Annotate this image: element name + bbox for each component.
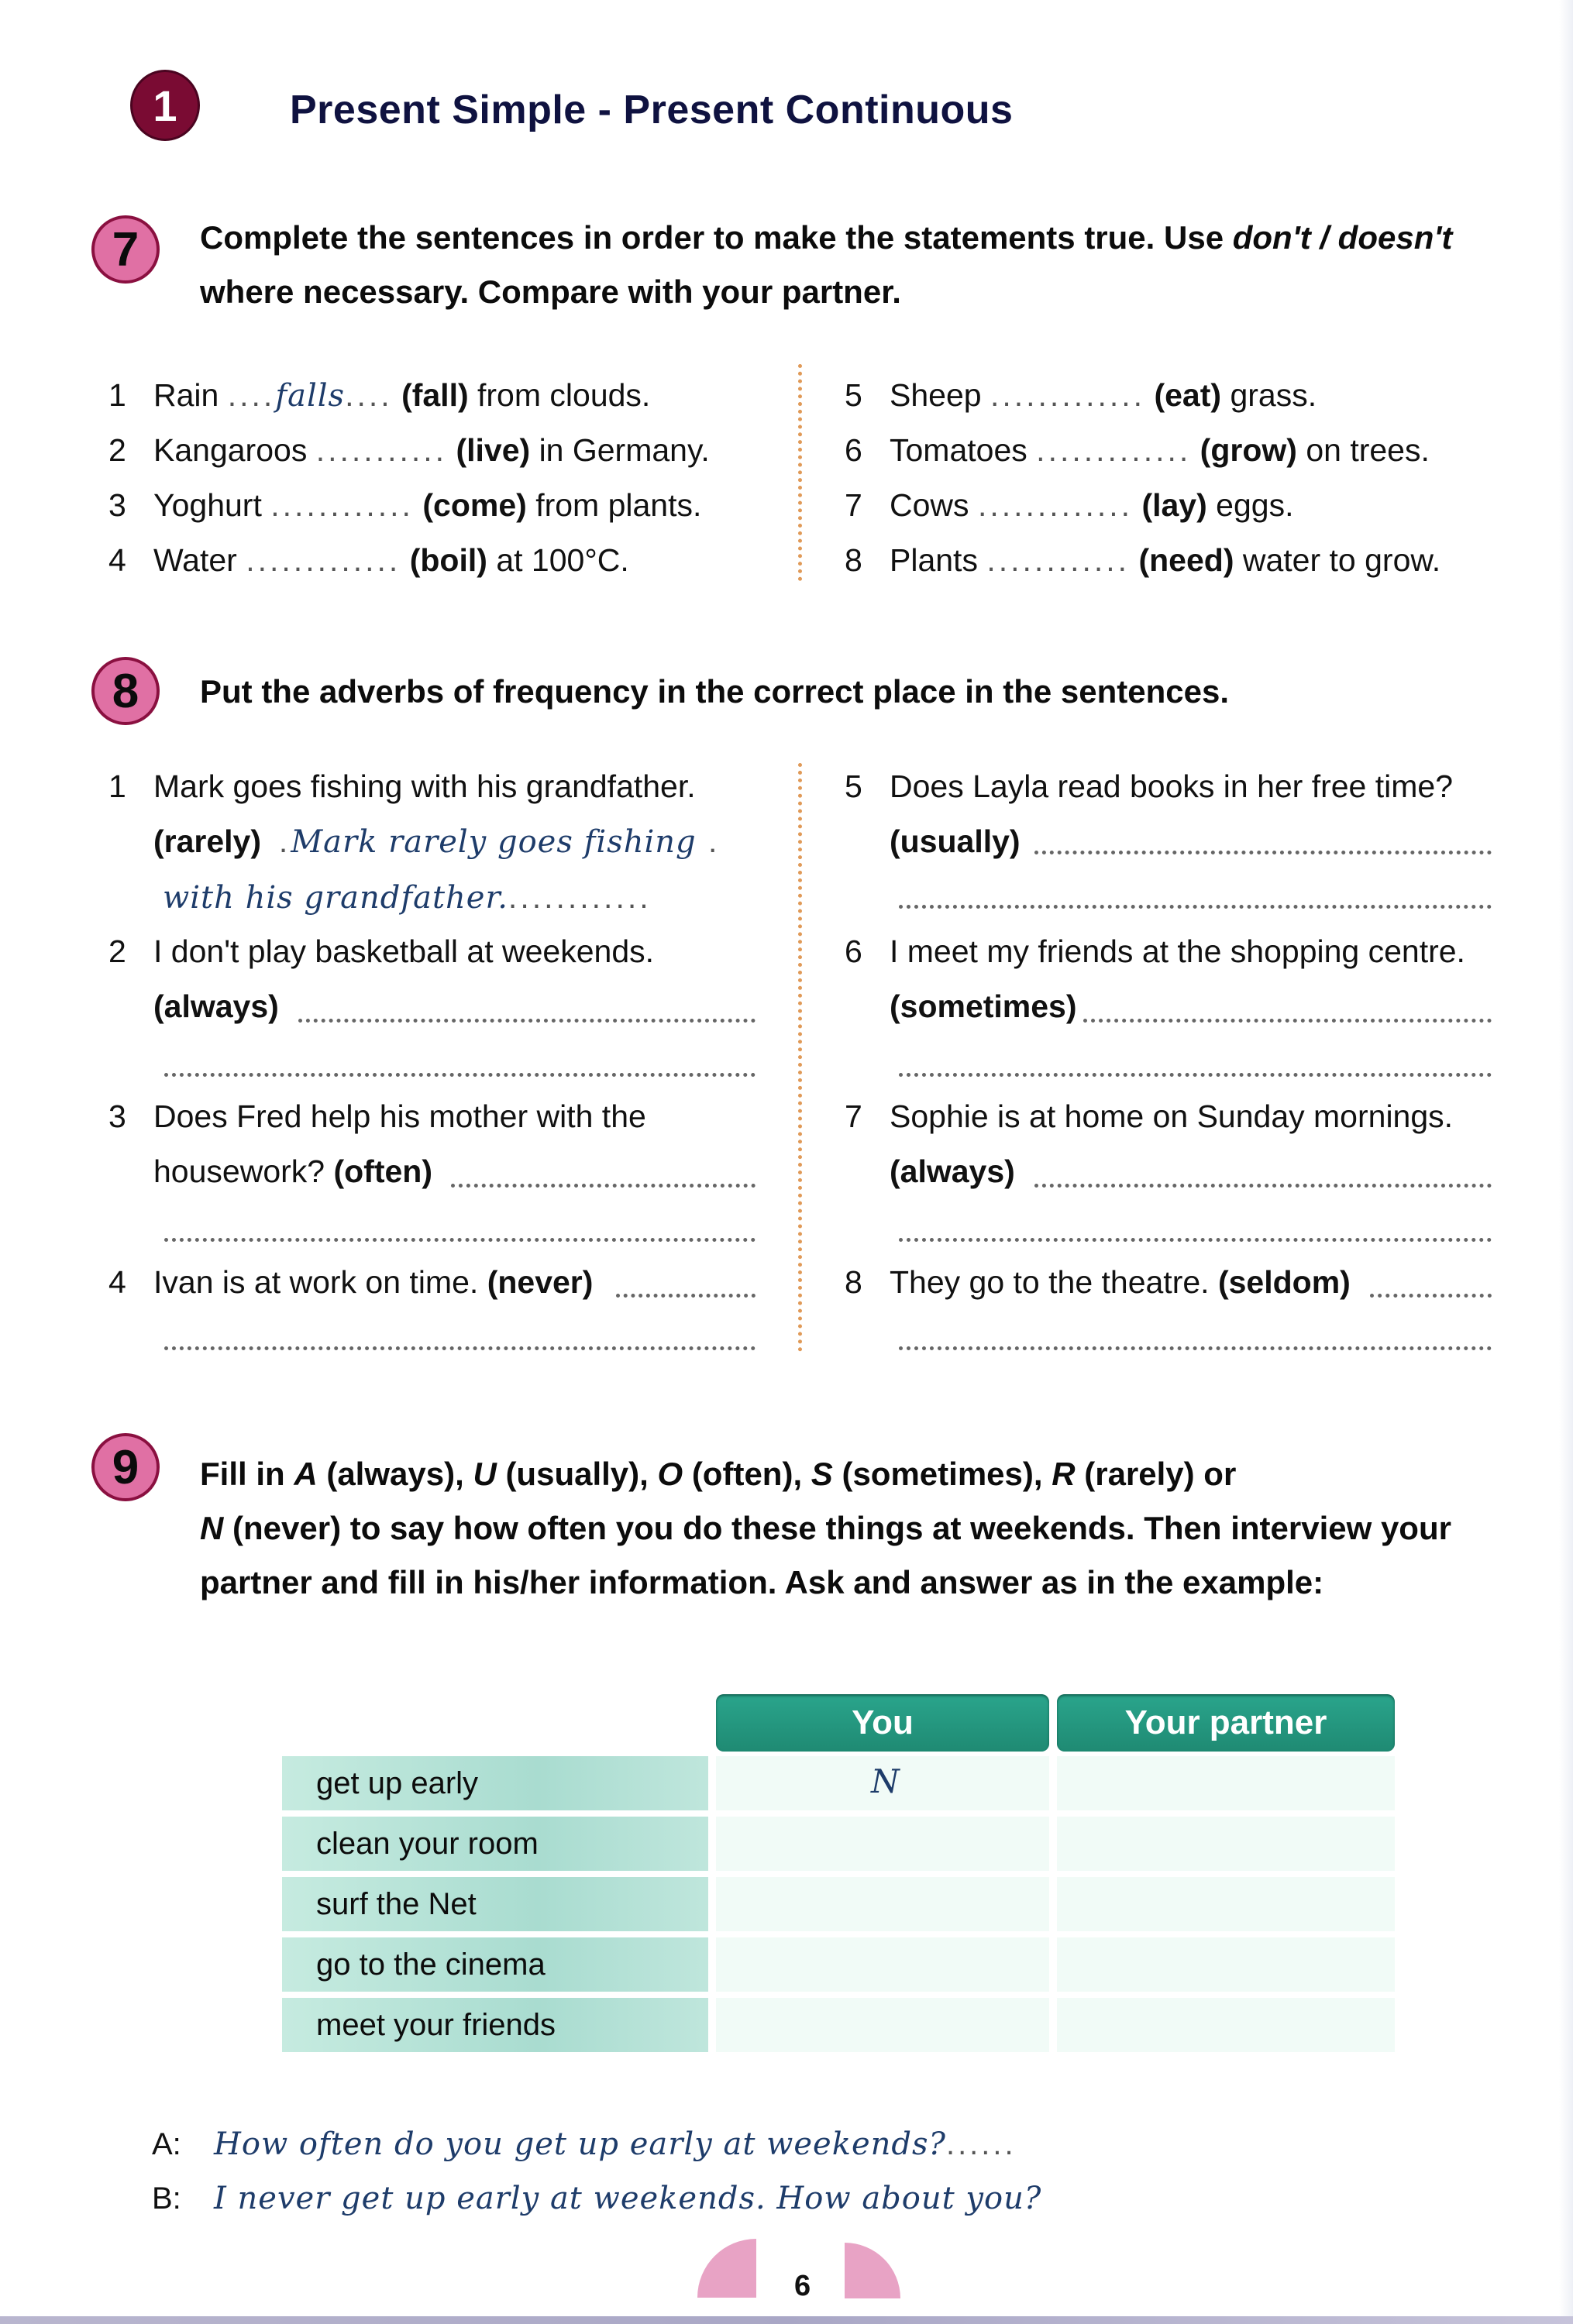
activity-label: go to the cinema [282, 1937, 708, 1992]
code-letter: R [1052, 1456, 1076, 1492]
answer-blank[interactable]: ........... [315, 432, 448, 468]
answer-line[interactable] [164, 1238, 756, 1242]
item-verb: (eat) [1154, 377, 1222, 413]
exercise-8-item-2 [108, 924, 654, 1034]
item-number: 2 [108, 933, 126, 969]
item-number: 8 [845, 542, 862, 578]
answer-blank[interactable]: ....falls.... [227, 377, 393, 414]
list-item [845, 533, 1440, 588]
list-item [108, 478, 710, 533]
exercise-7-left-list [108, 368, 710, 588]
exercise-8-item-3 [108, 1089, 646, 1199]
cell-partner[interactable] [1057, 1877, 1395, 1931]
answer-line[interactable] [899, 905, 1492, 909]
instruction-text: (sometimes), [832, 1456, 1052, 1492]
item-number: 7 [845, 1098, 862, 1134]
activity-label: surf the Net [282, 1877, 708, 1931]
answer-blank: ...... [945, 2127, 1017, 2161]
item-rest: in Germany. [539, 432, 710, 468]
item-rest: on trees. [1306, 432, 1430, 468]
answer-line[interactable] [451, 1184, 756, 1188]
answer-line[interactable] [1083, 1019, 1492, 1023]
item-verb: (grow) [1200, 432, 1297, 468]
list-item [845, 368, 1440, 423]
item-subject: Plants [890, 542, 978, 578]
item-number: 1 [108, 377, 126, 413]
instruction-text: (usually), [496, 1456, 658, 1492]
answer-blank[interactable]: ............. [977, 487, 1134, 523]
item-number: 4 [108, 542, 126, 578]
item-subject: Sheep [890, 377, 982, 413]
item-rest: at 100°C. [496, 542, 629, 578]
answer-line[interactable] [899, 1073, 1492, 1077]
instruction-text: (never) to say how often you do these things at weekends. Then interview your partner and fill in his/her information. Ask and answer as in the example: [200, 1510, 1451, 1600]
item-sentence: I don't play basketball at weekends. [153, 933, 655, 969]
cell-you[interactable] [716, 1817, 1049, 1871]
answer-line[interactable] [1370, 1294, 1492, 1298]
item-verb: (fall) [401, 377, 469, 413]
list-item [108, 533, 710, 588]
exercise-8-item-1: 1 Mark goes fishing with his grandfather. (rarely) .Mark rarely goes fishing . with his grandfather............. [108, 759, 720, 926]
item-number: 3 [108, 487, 126, 523]
item-verb: (lay) [1141, 487, 1207, 523]
activity-label: clean your room [282, 1817, 708, 1871]
item-number: 6 [845, 432, 862, 468]
table-header-partner: Your partner [1057, 1694, 1395, 1752]
cell-partner[interactable] [1057, 1937, 1395, 1992]
item-sentence: Mark goes fishing with his grandfather. [153, 768, 696, 804]
item-adverb: (seldom) [1217, 1264, 1351, 1300]
item-subject: Rain [153, 377, 219, 413]
item-adverb: (rarely) [153, 823, 262, 859]
exercise-7-instruction [200, 211, 1533, 319]
exercise-7-badge: 7 [91, 215, 160, 284]
page-edge-shadow [1559, 0, 1573, 2324]
item-subject: Kangaroos [153, 432, 308, 468]
code-letter: N [200, 1510, 224, 1546]
answer-blank[interactable]: ............ [270, 487, 414, 523]
cell-you[interactable] [716, 1877, 1049, 1931]
item-number: 2 [108, 432, 126, 468]
item-adverb: (never) [487, 1264, 594, 1300]
page-corner-decoration-right-icon [845, 2243, 900, 2298]
instruction-emphasis: don't / doesn't [1232, 219, 1453, 256]
item-subject: Water [153, 542, 237, 578]
instruction-text: (always), [317, 1456, 473, 1492]
exercise-8-badge: 8 [91, 657, 160, 725]
exercise-8-item-7 [845, 1089, 1453, 1199]
item-number: 4 [108, 1264, 126, 1300]
item-sentence: Does Fred help his mother with the [153, 1098, 646, 1134]
item-rest: from plants. [535, 487, 702, 523]
list-item [108, 368, 710, 423]
item-sentence: Ivan is at work on time. [153, 1264, 479, 1300]
page-number: 6 [794, 2270, 811, 2302]
instruction-text: (rarely) or [1075, 1456, 1237, 1492]
item-sentence: housework? [153, 1153, 325, 1189]
instruction-text: Complete the sentences in order to make the statements true. Use [200, 219, 1233, 256]
answer-blank[interactable]: ............. [1036, 432, 1192, 468]
item-verb: (live) [456, 432, 531, 468]
item-sentence: Sophie is at home on Sunday mornings. [890, 1098, 1454, 1134]
item-verb: (boil) [409, 542, 487, 578]
column-divider [798, 763, 802, 1352]
list-item [108, 423, 710, 478]
handwritten-answer[interactable]: How often do you get up early at weekends? [214, 2126, 946, 2162]
activity-label: meet your friends [282, 1998, 708, 2052]
answer-line[interactable] [1034, 851, 1492, 854]
item-adverb: (sometimes) [890, 988, 1077, 1024]
exercise-8-item-6 [845, 924, 1465, 1034]
item-number: 8 [845, 1264, 862, 1300]
item-number: 6 [845, 933, 862, 969]
list-item [845, 423, 1440, 478]
item-rest: grass. [1230, 377, 1317, 413]
column-divider [798, 364, 802, 581]
handwritten-answer: N [871, 1762, 900, 1800]
answer-blank[interactable]: ............. [246, 542, 401, 578]
answer-blank[interactable]: ............. [990, 377, 1146, 413]
exercise-8-item-8 [845, 1255, 1351, 1310]
handwritten-answer: falls [275, 378, 346, 414]
item-adverb: (always) [890, 1153, 1015, 1189]
answer-line[interactable] [1034, 1184, 1492, 1188]
instruction-text: Fill in [200, 1456, 294, 1492]
instruction-text: (often), [683, 1456, 811, 1492]
dialog-line-a [152, 2126, 1017, 2162]
item-number: 7 [845, 487, 862, 523]
answer-line[interactable] [899, 1346, 1492, 1350]
cell-partner[interactable] [1057, 1998, 1395, 2052]
item-rest: from clouds. [477, 377, 651, 413]
unit-title: Present Simple - Present Continuous [290, 88, 1014, 132]
answer-line[interactable] [164, 1073, 756, 1077]
handwritten-answer[interactable]: Mark rarely goes fishing [291, 824, 697, 860]
cell-you[interactable] [716, 1998, 1049, 2052]
item-number: 3 [108, 1098, 126, 1134]
item-number: 5 [845, 377, 862, 413]
unit-number-badge: 1 [130, 70, 200, 141]
item-rest: water to grow. [1242, 542, 1441, 578]
answer-line[interactable] [899, 1238, 1492, 1242]
exercise-9-badge: 9 [91, 1433, 160, 1501]
speaker-label: A: [152, 2127, 181, 2161]
item-verb: (need) [1138, 542, 1234, 578]
table-header-you: You [716, 1694, 1049, 1752]
answer-line[interactable] [164, 1346, 756, 1350]
item-adverb: (usually) [890, 823, 1021, 859]
handwritten-answer[interactable]: with his grandfather. [163, 880, 508, 916]
answer-line[interactable] [616, 1294, 756, 1298]
item-sentence: I meet my friends at the shopping centre. [890, 933, 1465, 969]
item-verb: (come) [422, 487, 527, 523]
exercise-9-instruction [200, 1447, 1533, 1610]
code-letter: S [811, 1456, 833, 1492]
item-number: 1 [108, 768, 126, 804]
exercise-7-right-list [845, 368, 1440, 588]
cell-partner[interactable] [1057, 1756, 1395, 1810]
instruction-text: where necessary. Compare with your partner. [200, 273, 901, 310]
code-letter: A [294, 1456, 318, 1492]
cell-you[interactable] [716, 1756, 1049, 1810]
page-corner-decoration-left-icon [697, 2239, 756, 2298]
answer-line[interactable] [298, 1019, 756, 1023]
cell-partner[interactable] [1057, 1817, 1395, 1871]
exercise-8-instruction: Put the adverbs of frequency in the correct place in the sentences. [200, 673, 1230, 710]
speaker-label: B: [152, 2181, 181, 2216]
cell-you[interactable] [716, 1937, 1049, 1992]
code-letter: U [473, 1456, 497, 1492]
item-rest: eggs. [1216, 487, 1294, 523]
item-adverb: (always) [153, 988, 279, 1024]
item-sentence: Does Layla read books in her free time? [890, 768, 1454, 804]
item-subject: Cows [890, 487, 969, 523]
item-subject: Yoghurt [153, 487, 262, 523]
exercise-8-item-4 [108, 1255, 593, 1310]
handwritten-answer[interactable]: I never get up early at weekends. How about you? [214, 2181, 1042, 2216]
activity-label: get up early [282, 1756, 708, 1810]
list-item [845, 478, 1440, 533]
page-bottom-border [0, 2316, 1573, 2324]
item-subject: Tomatoes [890, 432, 1027, 468]
item-sentence: They go to the theatre. [890, 1264, 1210, 1300]
answer-blank[interactable]: ............ [986, 542, 1131, 578]
item-adverb: (often) [333, 1153, 432, 1189]
item-number: 5 [845, 768, 862, 804]
dialog-line-b [152, 2181, 1041, 2216]
code-letter: O [657, 1456, 683, 1492]
